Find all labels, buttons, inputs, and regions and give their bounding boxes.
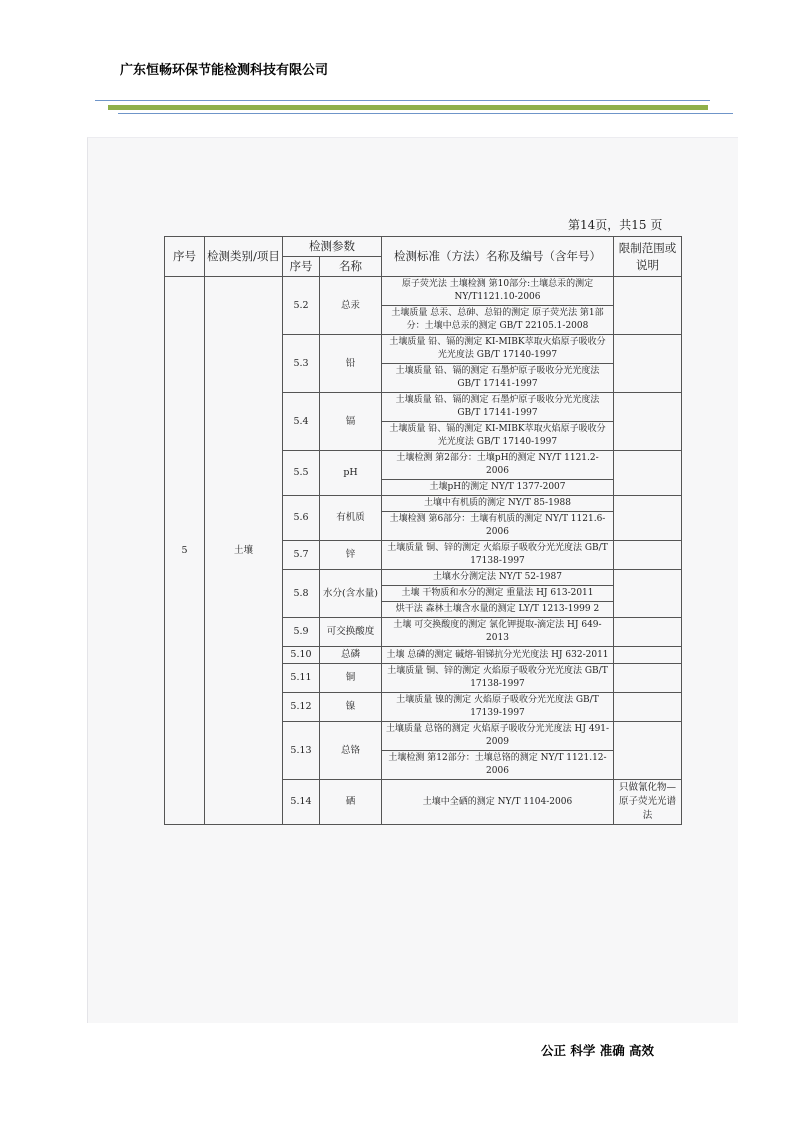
table-row (165, 277, 682, 306)
header-rule-top (95, 100, 710, 101)
header-rule-bottom (118, 113, 733, 114)
standard-cell: 土壤水分测定法 NY/T 52-1987 (382, 570, 614, 586)
page-number: 第14页，共15 页 (568, 218, 663, 232)
header-rule-green (108, 105, 708, 110)
param-code-cell: 5.10 (283, 647, 320, 664)
param-name-cell: 水分(含水量) (320, 570, 382, 618)
param-code-cell: 5.6 (283, 496, 320, 541)
param-name-cell: 总汞 (320, 277, 382, 335)
param-code-cell: 5.5 (283, 451, 320, 496)
limit-cell (614, 664, 682, 693)
param-name-cell: 硒 (320, 780, 382, 825)
param-code-cell: 5.12 (283, 693, 320, 722)
header-seq: 序号 (165, 237, 205, 277)
param-code-cell: 5.13 (283, 722, 320, 780)
param-name-cell: 镉 (320, 393, 382, 451)
standard-cell: 土壤质量 铅、镉的测定 KI-MIBK萃取火焰原子吸收分光光度法 GB/T 17140-1997 (382, 422, 614, 451)
standard-cell: 土壤检测 第2部分：土壤pH的测定 NY/T 1121.2-2006 (382, 451, 614, 480)
param-name-cell: 镍 (320, 693, 382, 722)
header-param-group: 检测参数 (283, 237, 382, 257)
header-param-name: 名称 (320, 257, 382, 277)
test-standards-table (164, 236, 682, 825)
param-code-cell: 5.4 (283, 393, 320, 451)
header-standard: 检测标准（方法）名称及编号（含年号） (382, 237, 614, 277)
param-code-cell: 5.14 (283, 780, 320, 825)
limit-cell (614, 618, 682, 647)
param-name-cell: 可交换酸度 (320, 618, 382, 647)
standard-cell: 土壤 干物质和水分的测定 重量法 HJ 613-2011 (382, 586, 614, 602)
standard-cell: 土壤质量 铜、锌的测定 火焰原子吸收分光光度法 GB/T 17138-1997 (382, 664, 614, 693)
standard-cell: 土壤质量 总铬的测定 火焰原子吸收分光光度法 HJ 491-2009 (382, 722, 614, 751)
limit-cell (614, 570, 682, 618)
limit-cell (614, 393, 682, 451)
param-code-cell: 5.2 (283, 277, 320, 335)
company-name: 广东恒畅环保节能检测科技有限公司 (120, 63, 329, 78)
standard-cell: 土壤质量 铜、锌的测定 火焰原子吸收分光光度法 GB/T 17138-1997 (382, 541, 614, 570)
limit-cell (614, 647, 682, 664)
limit-cell (614, 277, 682, 335)
param-name-cell: 总铬 (320, 722, 382, 780)
param-name-cell: pH (320, 451, 382, 496)
param-name-cell: 铅 (320, 335, 382, 393)
limit-cell (614, 335, 682, 393)
param-code-cell: 5.3 (283, 335, 320, 393)
param-code-cell: 5.9 (283, 618, 320, 647)
standard-cell: 土壤质量 铅、镉的测定 石墨炉原子吸收分光光度法 GB/T 17141-1997 (382, 393, 614, 422)
group-seq-cell: 5 (165, 277, 205, 825)
standard-cell: 土壤检测 第12部分：土壤总铬的测定 NY/T 1121.12-2006 (382, 751, 614, 780)
table-header-row (165, 237, 682, 257)
limit-cell: 只做氰化物—原子荧光光谱法 (614, 780, 682, 825)
param-name-cell: 有机质 (320, 496, 382, 541)
standard-cell: 土壤中有机质的测定 NY/T 85-1988 (382, 496, 614, 512)
param-name-cell: 总磷 (320, 647, 382, 664)
limit-cell (614, 722, 682, 780)
standard-cell: 土壤中全硒的测定 NY/T 1104-2006 (382, 780, 614, 825)
limit-cell (614, 541, 682, 570)
limit-cell (614, 451, 682, 496)
standard-cell: 土壤质量 总汞、总砷、总铅的测定 原子荧光法 第1部分：土壤中总汞的测定 GB/T 22105.1-2008 (382, 306, 614, 335)
standard-cell: 土壤pH的测定 NY/T 1377-2007 (382, 480, 614, 496)
header-param-seq: 序号 (283, 257, 320, 277)
standard-cell: 土壤质量 铅、镉的测定 石墨炉原子吸收分光光度法 GB/T 17141-1997 (382, 364, 614, 393)
param-code-cell: 5.8 (283, 570, 320, 618)
group-category-cell: 土壤 (205, 277, 283, 825)
standard-cell: 土壤质量 镍的测定 火焰原子吸收分光光度法 GB/T 17139-1997 (382, 693, 614, 722)
standard-cell: 土壤检测 第6部分：土壤有机质的测定 NY/T 1121.6-2006 (382, 512, 614, 541)
param-code-cell: 5.7 (283, 541, 320, 570)
param-code-cell: 5.11 (283, 664, 320, 693)
footer-slogan: 公正 科学 准确 高效 (541, 1043, 655, 1058)
standard-cell: 土壤 总磷的测定 碱熔-钼锑抗分光光度法 HJ 632-2011 (382, 647, 614, 664)
header-limit: 限制范围或说明 (614, 237, 682, 277)
standard-cell: 原子荧光法 土壤检测 第10部分:土壤总汞的测定 NY/T1121.10-2006 (382, 277, 614, 306)
limit-cell (614, 693, 682, 722)
header-category: 检测类别/项目 (205, 237, 283, 277)
standard-cell: 土壤 可交换酸度的测定 氯化钾提取-滴定法 HJ 649-2013 (382, 618, 614, 647)
limit-cell (614, 496, 682, 541)
param-name-cell: 铜 (320, 664, 382, 693)
standard-cell: 土壤质量 铅、镉的测定 KI-MIBK萃取火焰原子吸收分光光度法 GB/T 17140-1997 (382, 335, 614, 364)
param-name-cell: 锌 (320, 541, 382, 570)
standard-cell: 烘干法 森林土壤含水量的测定 LY/T 1213-1999 2 (382, 602, 614, 618)
